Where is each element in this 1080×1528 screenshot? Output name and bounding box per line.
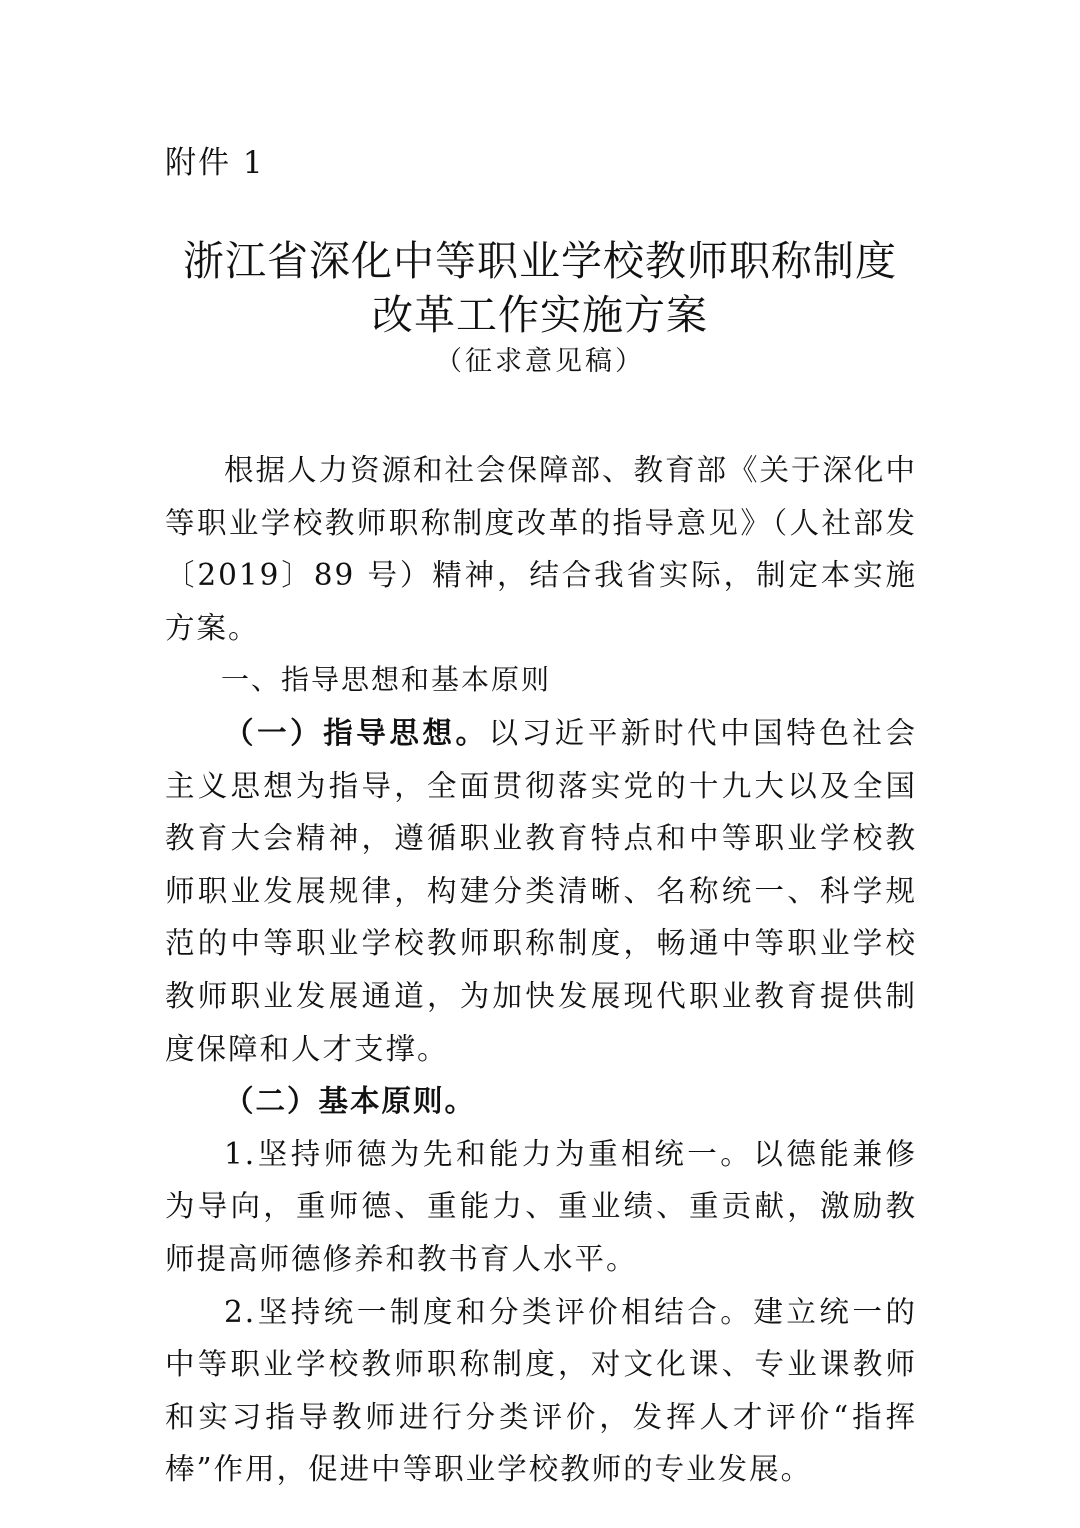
guiding-ideology-paragraph bbox=[165, 707, 917, 1075]
basic-principles-lead: （二）基本原则。 bbox=[224, 1084, 477, 1119]
guiding-ideology-text: 以习近平新时代中国特色社会主义思想为指导，全面贯彻落实党的十九大以及全国教育大会精神，遵循职业教育特点和中等职业学校教师职业发展规律，构建分类清晰、名称统一、科学规范的中等职业学校教师职称制度，畅通中等职业学校教师职业发展通道，为加快发展现代职业教育提供制度保障和人才支撑。 bbox=[165, 715, 917, 1066]
document-subtitle: （征求意见稿） bbox=[435, 346, 645, 377]
basic-principles-heading bbox=[165, 1075, 917, 1128]
principle-item-2: 2.坚持统一制度和分类评价相结合。建立统一的中等职业学校教师职称制度，对文化课、专业课教师和实习指导教师进行分类评价，发挥人才评价“指挥棒”作用，促进中等职业学校教师的专业发展。 bbox=[165, 1294, 917, 1487]
intro-paragraph: 根据人力资源和社会保障部、教育部《关于深化中等职业学校教师职称制度改革的指导意见》（人社部发〔2019〕89 号）精神，结合我省实际，制定本实施方案。 bbox=[165, 453, 918, 645]
document-title-line2: 改革工作实施方案 bbox=[372, 291, 708, 339]
principle-item-1: 1.坚持师德为先和能力为重相统一。以德能兼修为导向，重师德、重能力、重业绩、重贡献，激励教师提高师德修养和教书育人水平。 bbox=[165, 1136, 917, 1276]
guiding-ideology-lead: （一）指导思想。 bbox=[224, 715, 489, 750]
document-body bbox=[165, 444, 917, 1496]
attachment-label: 附件 1 bbox=[165, 145, 265, 181]
document-title-line1: 浙江省深化中等职业学校教师职称制度 bbox=[183, 237, 897, 285]
section-heading: 一、指导思想和基本原则 bbox=[221, 663, 552, 697]
